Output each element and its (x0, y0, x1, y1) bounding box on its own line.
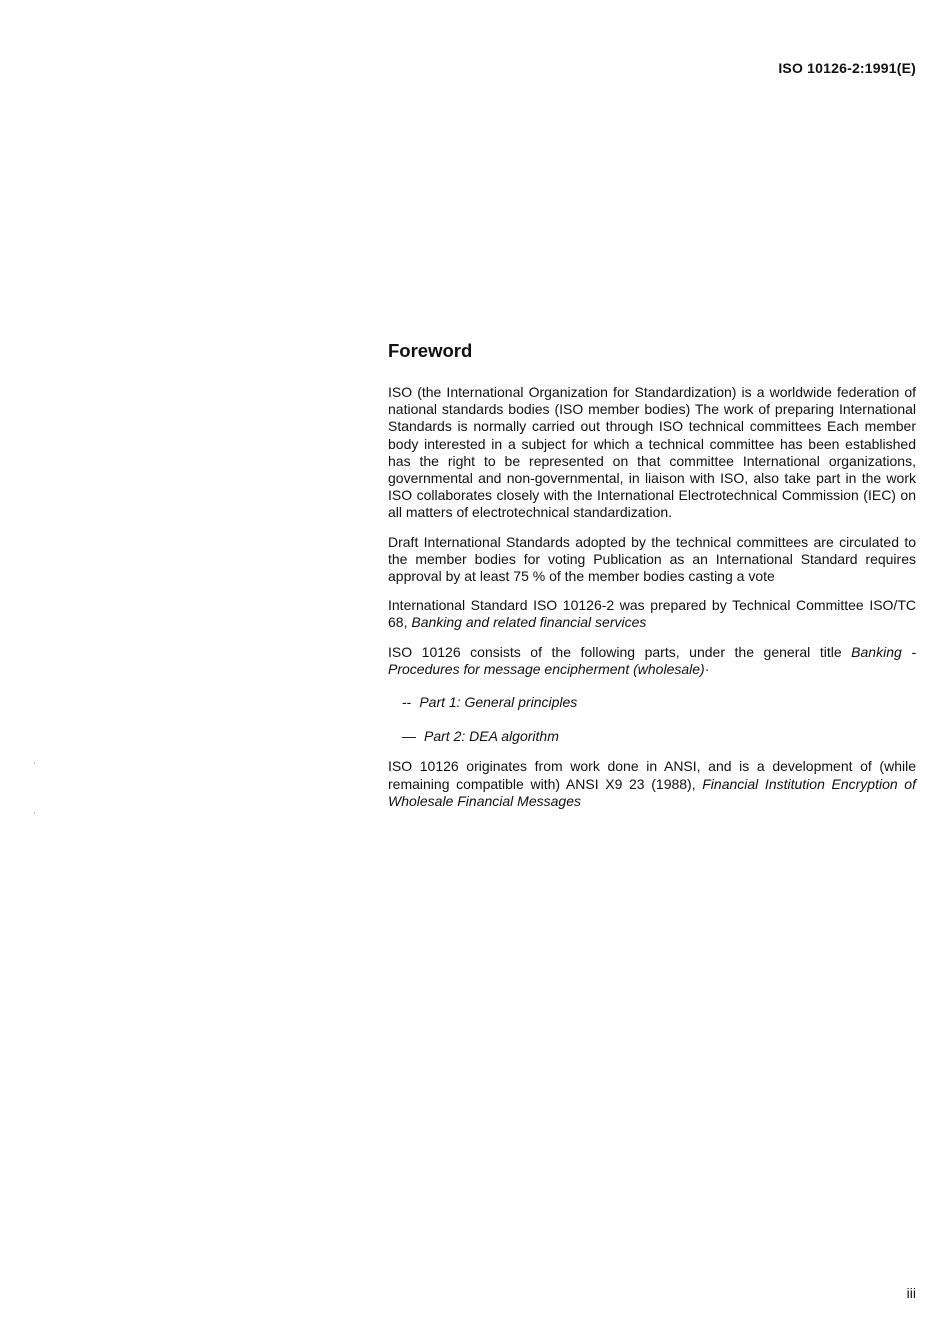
punctuation: · (704, 660, 710, 677)
list-item (402, 728, 916, 745)
foreword-paragraph-2: Draft International Standards adopted by the technical committees are circulated to the member bodies for voting Publication as an International Standard requires approval by at least 75 % of the member bodies casting a vote (388, 533, 916, 585)
foreword-paragraph-5 (388, 758, 916, 810)
committee-title: Banking and related financial services (411, 614, 647, 631)
foreword-section (388, 340, 916, 822)
foreword-paragraph-1: ISO (the International Organization for Standardization) is a worldwide federation of national standards bodies (ISO member bodies) The work of preparing International Standards is normally carried out through ISO technical committees Each member body interested in a subject for which a technical committee has been established has the right to be represented on that committee International organizations, governmental and non-governmental, in liaison with ISO, also take part in the work ISO collaborates closely with the International Electrotechnical Commission (IEC) on all matters of electrotechnical standardization. (388, 384, 916, 521)
list-item-label: Part 1: General principles (419, 694, 578, 711)
document-reference: ISO 10126-2:1991(E) (778, 60, 916, 76)
paragraph-text: International Standard ISO 10126-2 was prepared by Technical Committee ISO/TC 68, (388, 597, 916, 631)
list-item-label: Part 2: DEA algorithm (424, 728, 559, 745)
page-number: iii (906, 1285, 916, 1301)
paragraph-text: ISO 10126 consists of the following parts, under the general title (388, 643, 852, 660)
list-dash: — (402, 728, 416, 745)
list-dash: -- (402, 694, 412, 711)
foreword-paragraph-3 (388, 597, 916, 631)
margin-mark (34, 762, 35, 764)
foreword-paragraph-4 (388, 644, 916, 678)
margin-mark (34, 812, 35, 814)
general-title: Banking - Procedures for message encipherment (wholesale) (388, 643, 916, 677)
paragraph-text: ISO 10126 originates from work done in ANSI, and is a development of (while remaining compatible with) ANSI X9 23 (1988), (388, 758, 916, 792)
foreword-title: Foreword (388, 340, 473, 361)
list-item (402, 694, 916, 711)
referenced-standard-title: Financial Institution Encryption of Wholesale Financial Messages (388, 775, 916, 809)
